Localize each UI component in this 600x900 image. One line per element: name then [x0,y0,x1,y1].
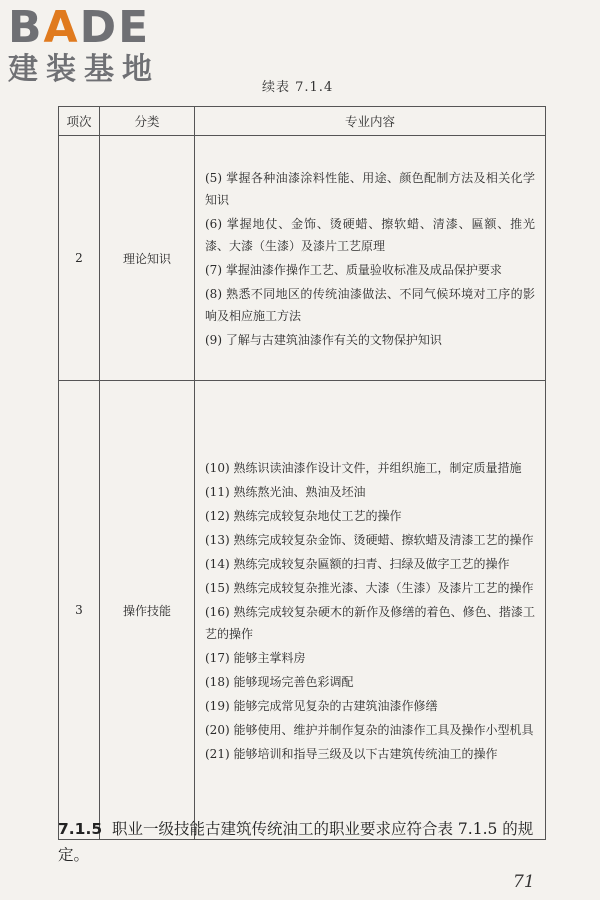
content-item: (12) 熟练完成较复杂地仗工艺的操作 [205,508,402,523]
row-content [195,136,546,381]
content-item: (21) 能够培训和指导三级及以下古建筑传统油工的操作 [205,746,498,761]
content-item: (13) 熟练完成较复杂金饰、烫硬蜡、擦软蜡及清漆工艺的操作 [205,532,534,547]
content-item: (11) 熟练熬光油、熟油及坯油 [205,484,366,499]
content-item: (18) 能够现场完善色彩调配 [205,674,354,689]
header-content: 专业内容 [195,107,546,136]
clause-number: 7.1.5 [58,820,103,838]
logo-subtitle: 建装基地 [8,52,160,87]
row-index: 3 [59,381,100,840]
content-item: (16) 熟练完成较复杂硬木的新作及修缮的着色、修色、揩漆工艺的操作 [205,604,535,641]
content-item: (5) 掌握各种油漆涂料性能、用途、颜色配制方法及相关化学知识 [205,170,535,207]
row-content [195,381,546,840]
logo-brand: BADE [8,2,151,53]
row-category: 理论知识 [100,136,195,381]
content-item: (15) 熟练完成较复杂推光漆、大漆（生漆）及漆片工艺的操作 [205,580,534,595]
row-category: 操作技能 [100,381,195,840]
clause-paragraph [58,816,558,868]
watermark-logo [8,2,178,88]
header-category: 分类 [100,107,195,136]
content-item: (6) 掌握地仗、金饰、烫硬蜡、擦软蜡、清漆、匾额、推光漆、大漆（生漆）及漆片工艺原理 [205,216,535,253]
content-item: (19) 能够完成常见复杂的古建筑油漆作修缮 [205,698,438,713]
content-item: (7) 掌握油漆作操作工艺、质量验收标准及成品保护要求 [205,262,502,277]
content-item: (10) 熟练识读油漆作设计文件，并组织施工，制定质量措施 [205,460,522,475]
content-item: (8) 熟悉不同地区的传统油漆做法、不同气候环境对工序的影响及相应施工方法 [205,286,535,323]
table-header-row [59,107,546,136]
requirements-table [58,106,546,840]
clause-text: 职业一级技能古建筑传统油工的职业要求应符合表 7.1.5 的规定。 [58,820,534,864]
table-row [59,136,546,381]
row-index: 2 [59,136,100,381]
content-item: (14) 熟练完成较复杂匾额的扫青、扫绿及做字工艺的操作 [205,556,510,571]
table-row [59,381,546,840]
header-index: 项次 [59,107,100,136]
table-title: 续表 7.1.4 [262,80,334,95]
content-item: (20) 能够使用、维护并制作复杂的油漆作工具及操作小型机具 [205,722,534,737]
content-item: (17) 能够主掌料房 [205,650,306,665]
content-item: (9) 了解与古建筑油漆作有关的文物保护知识 [205,332,442,347]
page-number: 71 [513,872,535,892]
